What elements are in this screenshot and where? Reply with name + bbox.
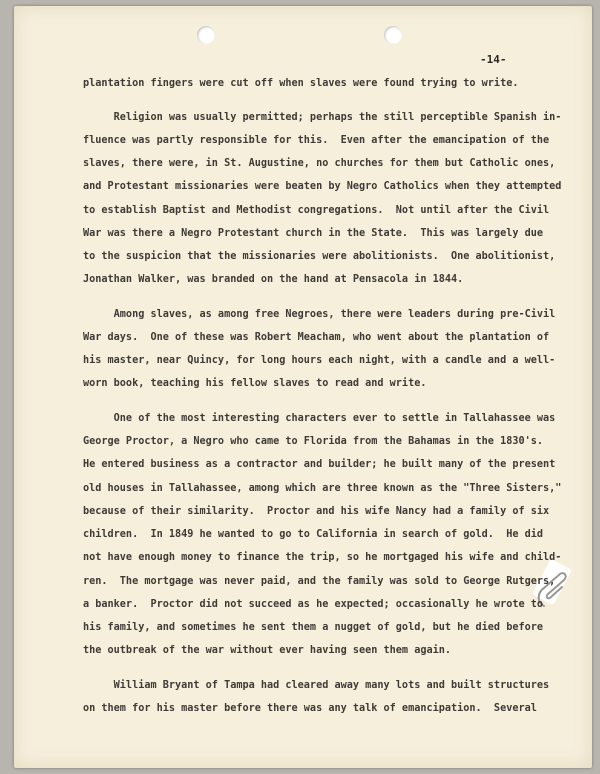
text-line: a banker. Proctor did not succeed as he expected; occasionally he wrote to xyxy=(83,599,544,610)
text-line: the outbreak of the war without ever having seen them again. xyxy=(83,645,452,656)
text-line: He entered business as a contractor and builder; he built many of the present xyxy=(83,459,556,470)
text-line: his master, near Quincy, for long hours each night, with a candle and a well- xyxy=(83,355,556,366)
text-line: War days. One of these was Robert Meacham, who went about the plantation of xyxy=(83,332,550,343)
text-line: children. In 1849 he wanted to go to California in search of gold. He did xyxy=(83,529,544,540)
text-line: worn book, teaching his fellow slaves to read and write. xyxy=(83,378,427,389)
page-number: -14- xyxy=(480,53,507,66)
text-line: War was there a Negro Protestant church in the State. This was largely due xyxy=(83,228,544,239)
punch-hole xyxy=(384,26,402,44)
text-line: because of their similarity. Proctor and his wife Nancy had a family of six xyxy=(83,506,550,517)
text-line: fluence was partly responsible for this. Even after the emancipation of the xyxy=(83,135,550,146)
text-line: William Bryant of Tampa had cleared away many lots and built structures xyxy=(83,680,550,691)
text-line: not have enough money to finance the trip, so he mortgaged his wife and child- xyxy=(83,552,562,563)
text-line: his family, and sometimes he sent them a nugget of gold, but he died before xyxy=(83,622,544,633)
text-line: Religion was usually permitted; perhaps the still perceptible Spanish in- xyxy=(83,112,562,123)
text-line: plantation fingers were cut off when slaves were found trying to write. xyxy=(83,78,519,89)
text-line: slaves, there were, in St. Augustine, no churches for them but Catholic ones, xyxy=(83,158,556,169)
punch-hole xyxy=(197,26,215,44)
text-line: and Protestant missionaries were beaten by Negro Catholics when they attempted xyxy=(83,181,562,192)
text-line: Among slaves, as among free Negroes, there were leaders during pre-Civil xyxy=(83,309,556,320)
text-line: old houses in Tallahassee, among which are three known as the "Three Sisters," xyxy=(83,483,562,494)
text-line: to establish Baptist and Methodist congregations. Not until after the Civil xyxy=(83,205,550,216)
text-line: One of the most interesting characters ever to settle in Tallahassee was xyxy=(83,413,556,424)
text-line: on them for his master before there was any talk of emancipation. Several xyxy=(83,703,537,714)
text-line: ren. The mortgage was never paid, and the family was sold to George Rutgers, xyxy=(83,576,556,587)
text-line: to the suspicion that the missionaries were abolitionists. One abolitionist, xyxy=(83,251,556,262)
text-line: Jonathan Walker, was branded on the hand at Pensacola in 1844. xyxy=(83,274,464,285)
text-line: George Proctor, a Negro who came to Florida from the Bahamas in the 1830's. xyxy=(83,436,544,447)
